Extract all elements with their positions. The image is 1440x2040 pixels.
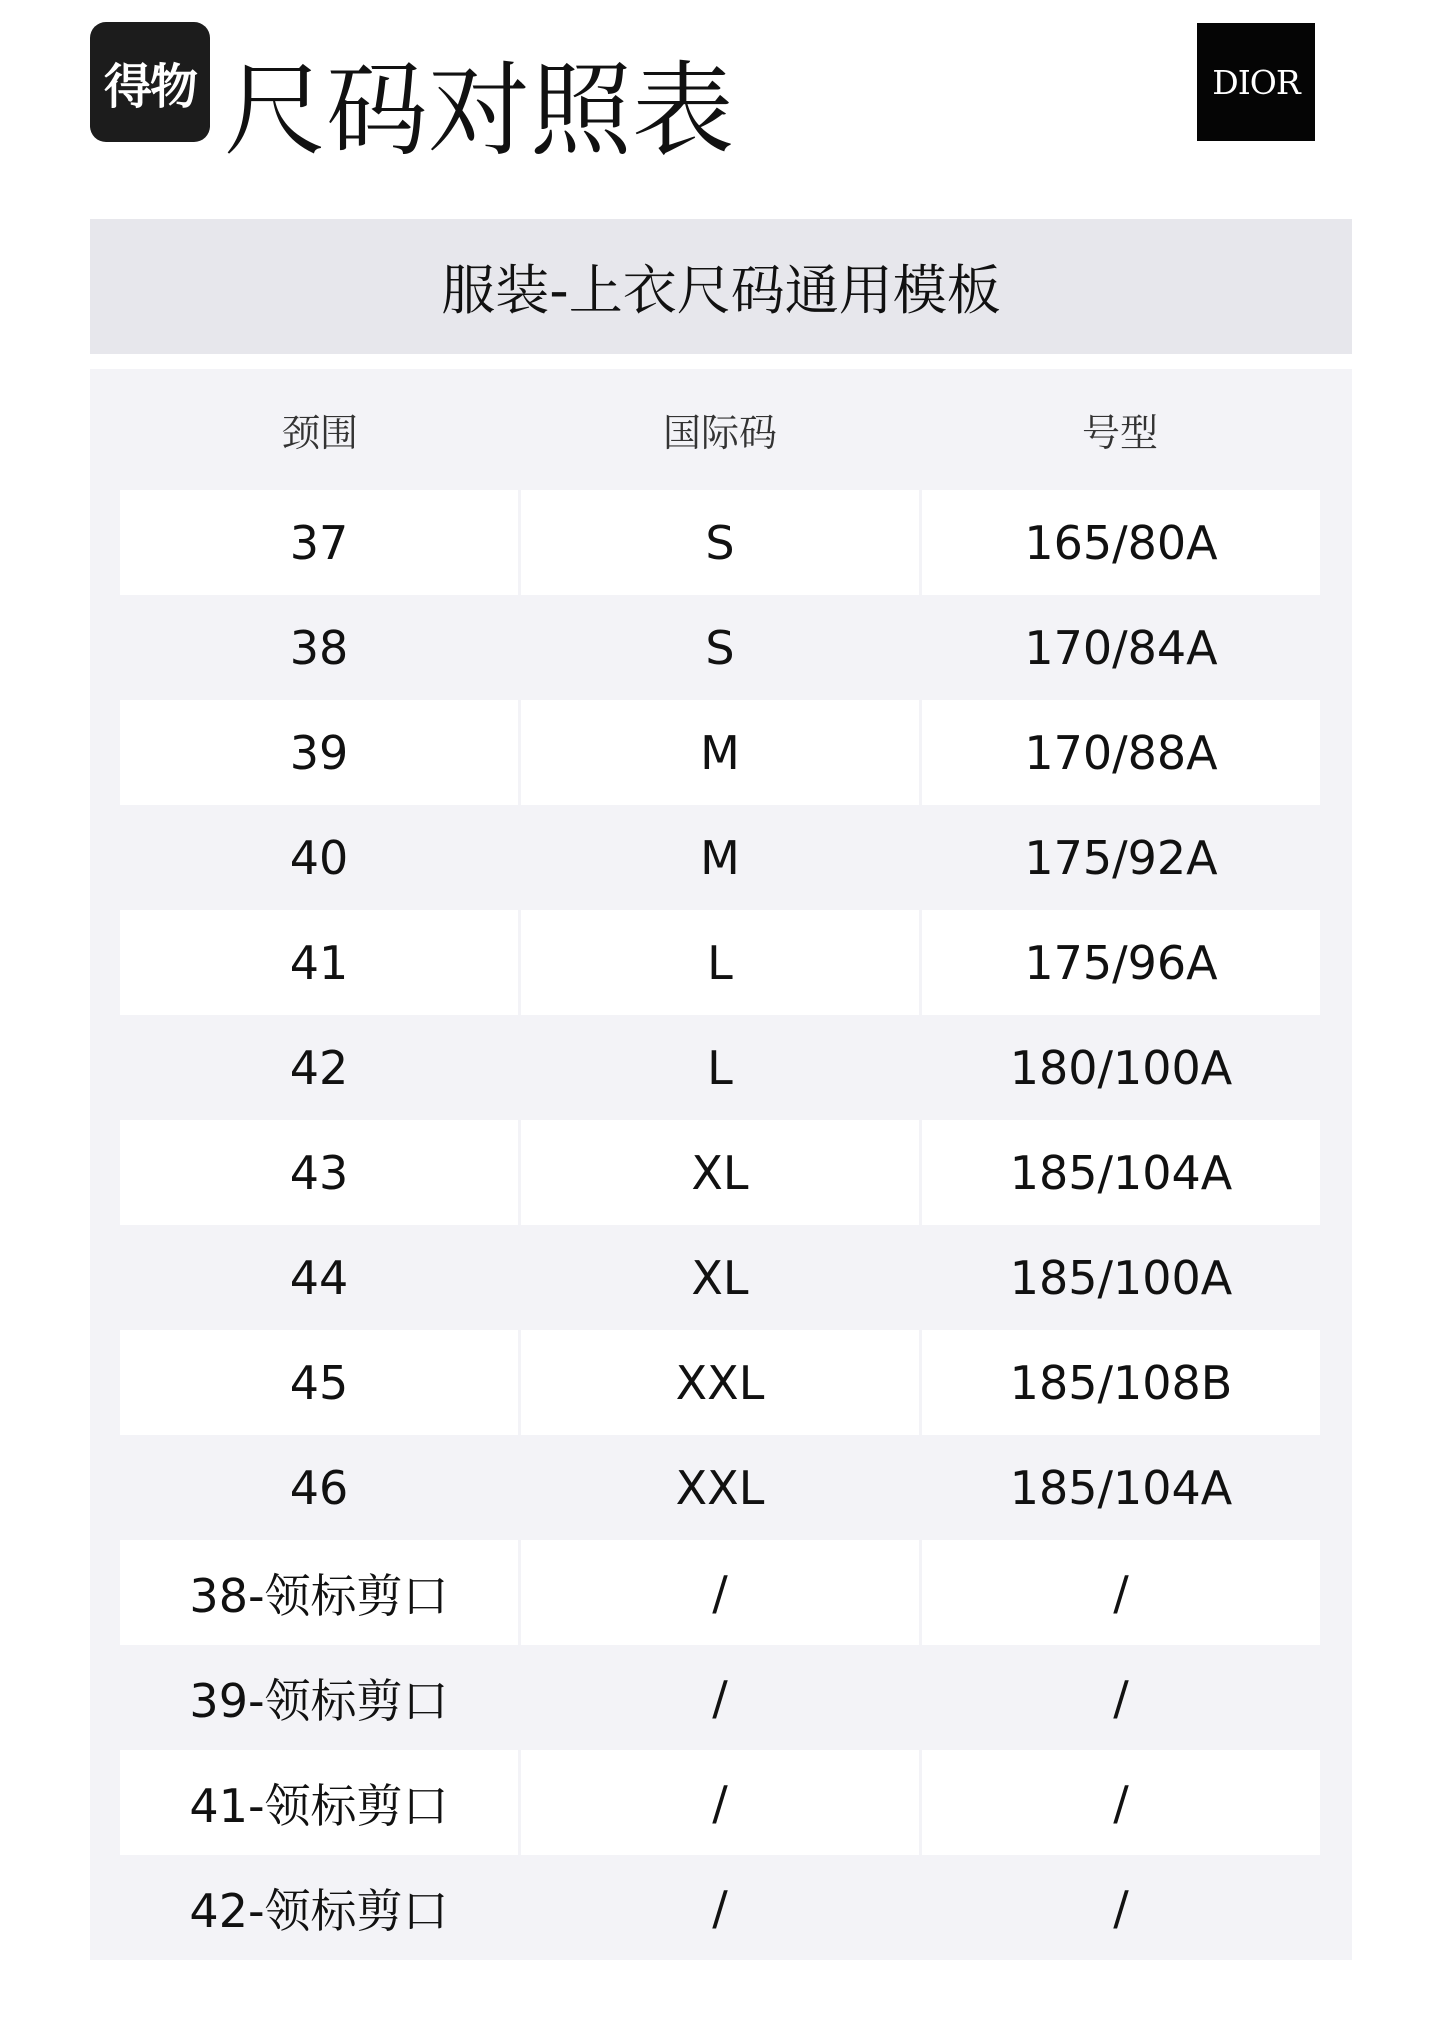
- cell-intl-size: /: [521, 1540, 919, 1645]
- cell-body-type: 175/96A: [922, 910, 1320, 1015]
- cell-neck: 40: [289, 830, 349, 885]
- size-table: [90, 369, 1352, 1960]
- cell-body-type: /: [922, 1540, 1320, 1645]
- cell-body-type: /: [1113, 1670, 1129, 1725]
- dewu-logo: [90, 22, 210, 142]
- cell-neck: 39-领标剪口: [189, 1673, 449, 1728]
- table-body: [120, 490, 1320, 1960]
- table-row: [120, 805, 1320, 910]
- cell-body-type: 170/84A: [1024, 620, 1218, 675]
- cell-intl-size: M: [521, 700, 919, 805]
- table-row: [120, 1645, 1320, 1750]
- cell-body-type: 175/92A: [1024, 830, 1218, 885]
- table-row: [120, 1225, 1320, 1330]
- table-row: [120, 1540, 1320, 1645]
- cell-intl-size: S: [705, 620, 735, 675]
- cell-neck: 41-领标剪口: [120, 1750, 518, 1855]
- header-intl-size: 国际码: [662, 410, 777, 455]
- cell-body-type: 185/104A: [922, 1120, 1320, 1225]
- brand-name: DIOR: [1212, 62, 1300, 102]
- cell-neck: 37: [120, 490, 518, 595]
- cell-neck: 43: [120, 1120, 518, 1225]
- cell-neck: 38-领标剪口: [120, 1540, 518, 1645]
- cell-intl-size: XXL: [521, 1330, 919, 1435]
- cell-neck: 38: [289, 620, 349, 675]
- table-row: [120, 490, 1320, 595]
- table-row: [120, 700, 1320, 805]
- cell-intl-size: M: [700, 830, 740, 885]
- cell-neck: 39: [120, 700, 518, 805]
- cell-neck: 44: [289, 1250, 349, 1305]
- cell-intl-size: XL: [521, 1120, 919, 1225]
- cell-body-type: 185/100A: [1009, 1250, 1233, 1305]
- cell-neck: 42: [289, 1040, 349, 1095]
- cell-intl-size: S: [521, 490, 919, 595]
- cell-neck: 45: [120, 1330, 518, 1435]
- table-row: [120, 1120, 1320, 1225]
- cell-intl-size: /: [521, 1750, 919, 1855]
- table-header: [120, 369, 1320, 489]
- cell-intl-size: XXL: [675, 1460, 765, 1515]
- logo-text: 得物: [103, 58, 196, 115]
- cell-body-type: 185/104A: [1009, 1460, 1233, 1515]
- cell-body-type: 170/88A: [922, 700, 1320, 805]
- table-row: [120, 1750, 1320, 1855]
- header-body-type: 号型: [1081, 410, 1158, 455]
- table-row: [120, 1855, 1320, 1960]
- cell-intl-size: /: [712, 1670, 728, 1725]
- cell-body-type: /: [1113, 1880, 1129, 1935]
- cell-body-type: /: [922, 1750, 1320, 1855]
- template-title: 服装-上衣尺码通用模板: [441, 259, 1001, 322]
- cell-neck: 42-领标剪口: [189, 1883, 449, 1938]
- template-banner: [90, 219, 1352, 354]
- cell-body-type: 165/80A: [922, 490, 1320, 595]
- page-title: 尺码对照表: [224, 52, 734, 171]
- header-neck: 颈围: [281, 410, 358, 455]
- table-row: [120, 595, 1320, 700]
- brand-logo: [1197, 23, 1315, 141]
- table-row: [120, 910, 1320, 1015]
- cell-neck: 41: [120, 910, 518, 1015]
- cell-intl-size: L: [521, 910, 919, 1015]
- cell-neck: 46: [289, 1460, 349, 1515]
- table-row: [120, 1015, 1320, 1120]
- cell-intl-size: L: [707, 1040, 733, 1095]
- table-row: [120, 1435, 1320, 1540]
- cell-body-type: 180/100A: [1009, 1040, 1233, 1095]
- table-row: [120, 1330, 1320, 1435]
- cell-intl-size: /: [712, 1880, 728, 1935]
- cell-body-type: 185/108B: [922, 1330, 1320, 1435]
- cell-intl-size: XL: [691, 1250, 749, 1305]
